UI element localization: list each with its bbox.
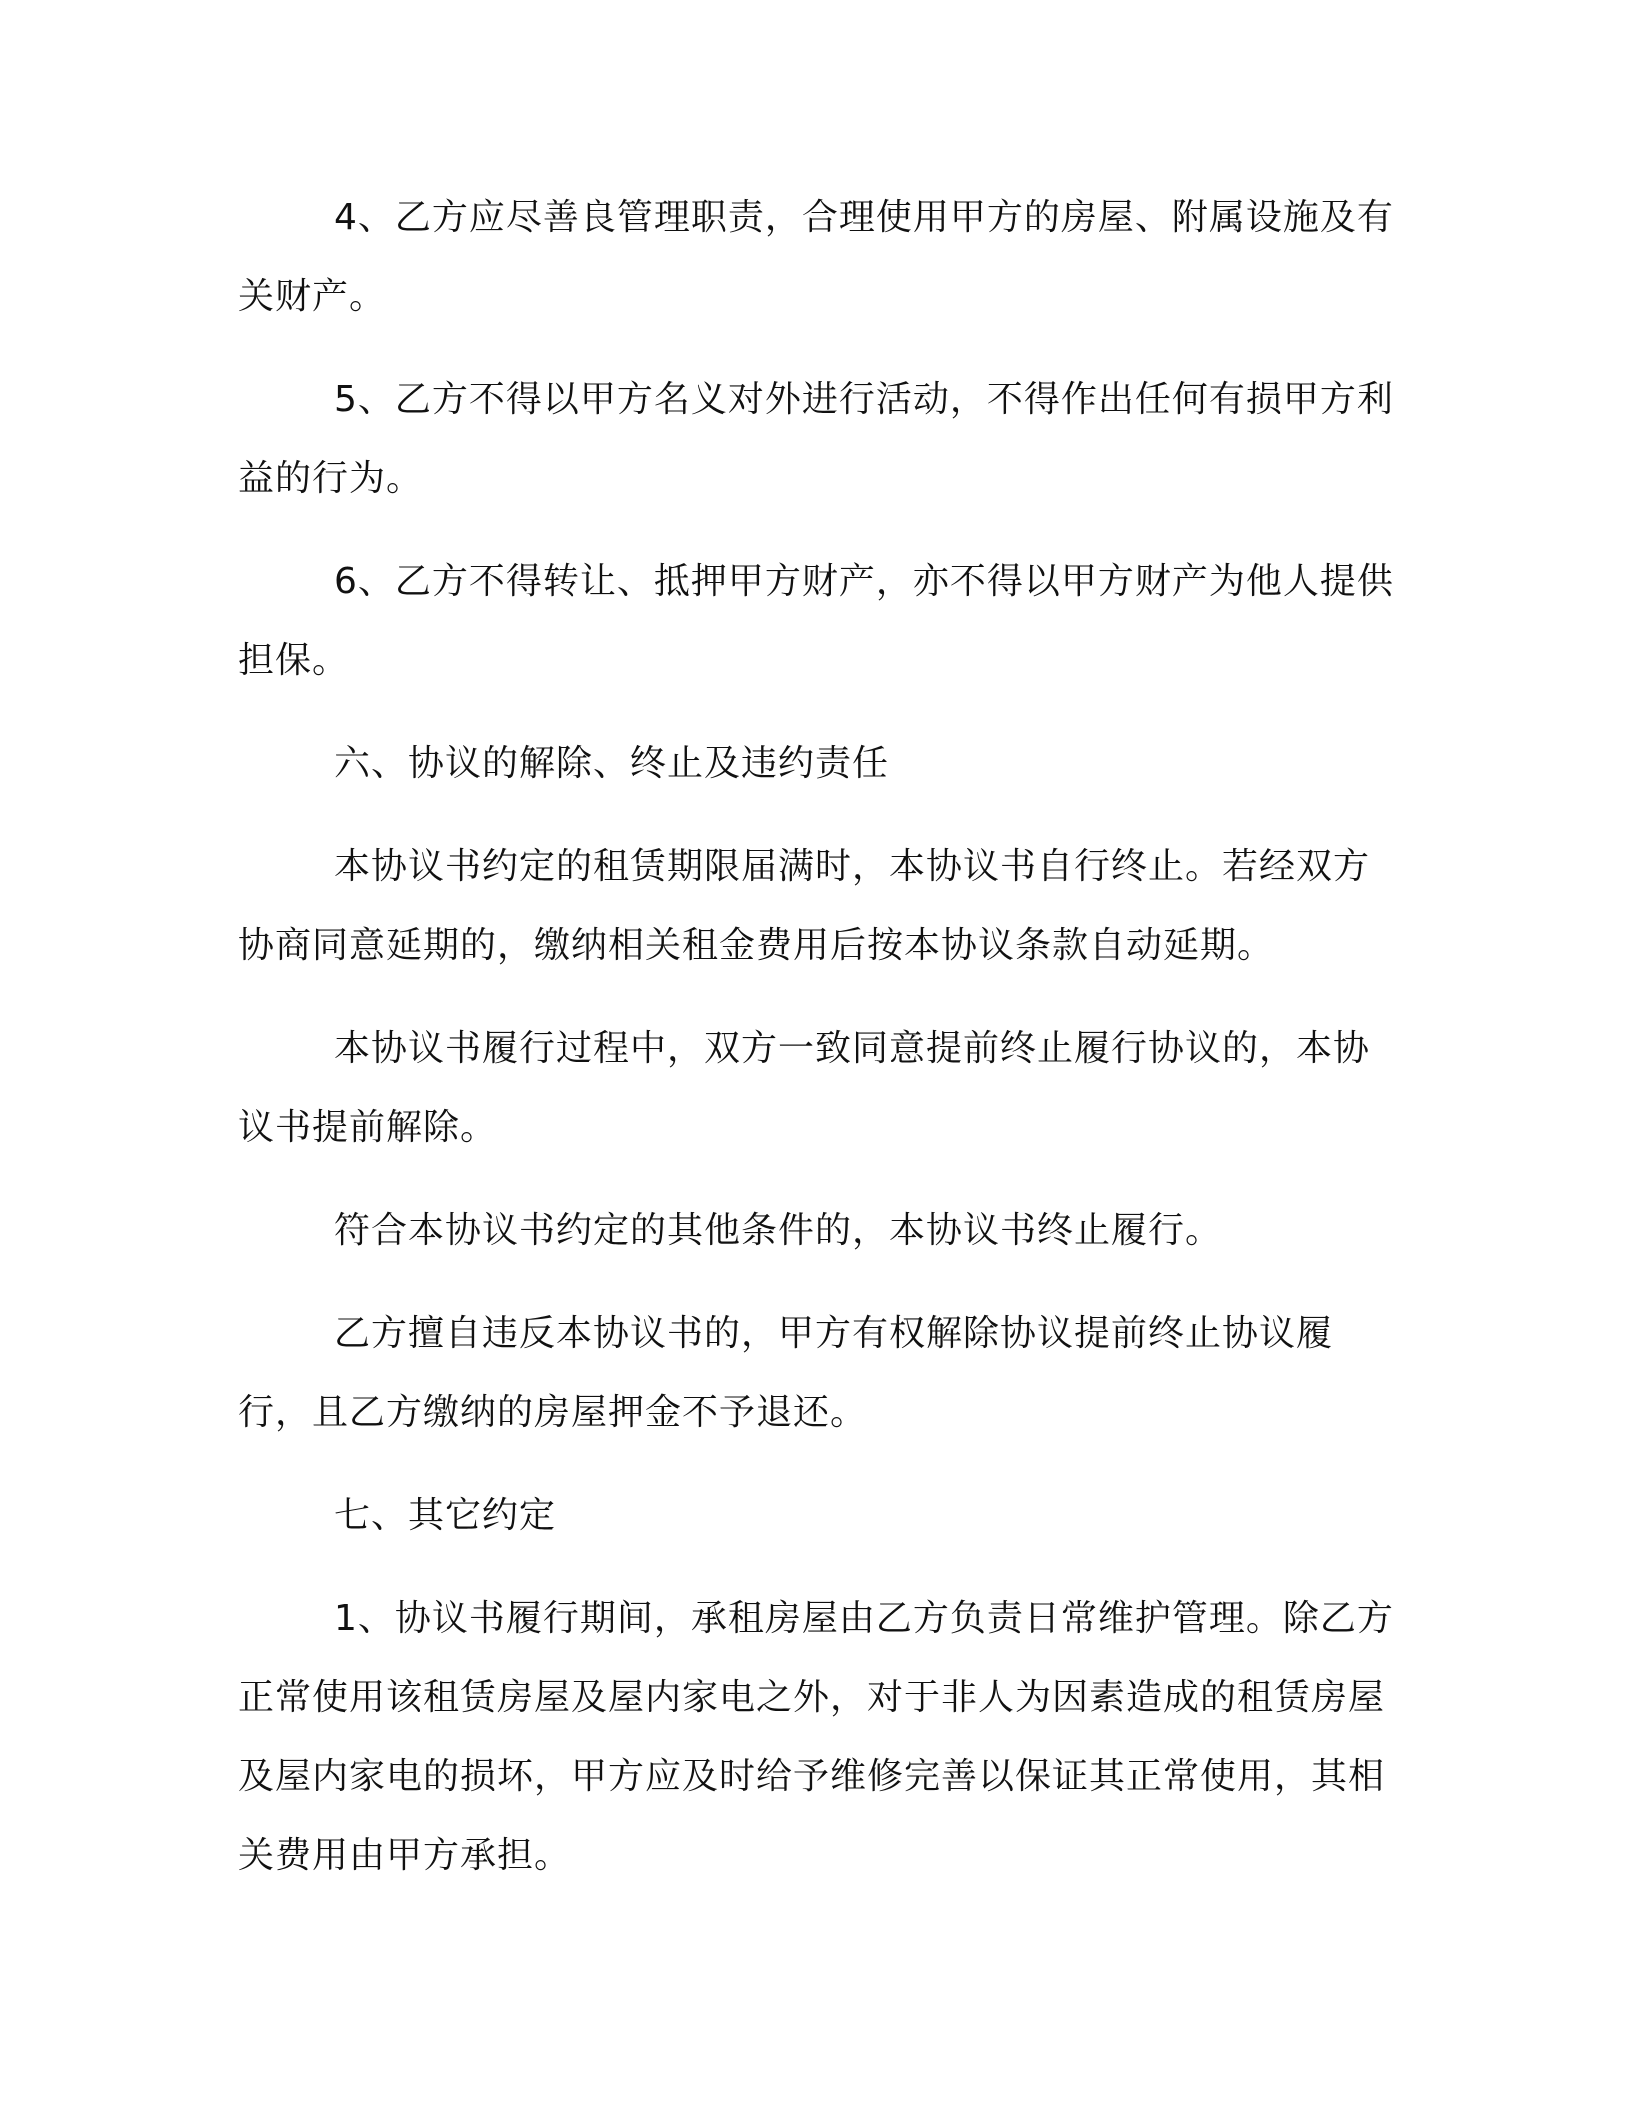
section-6-heading: 六、协议的解除、终止及违约责任 [334, 743, 890, 784]
document-body [238, 178, 1398, 1895]
section-7-heading: 七、其它约定 [334, 1495, 557, 1536]
maintenance-clause-paragraph: 1、协议书履行期间，承租房屋由乙方负责日常维护管理。除乙方正常使用该租赁房屋及屋内家电之外，对于非人为因素造成的租赁房屋及屋内家电的损坏，甲方应及时给予维修完善以保证其正常使用，其相关费用由甲方承担。 [238, 1598, 1394, 1876]
clause-4-paragraph: 4、乙方应尽善良管理职责，合理使用甲方的房屋、附属设施及有关财产。 [238, 197, 1394, 317]
breach-paragraph: 乙方擅自违反本协议书的，甲方有权解除协议提前终止协议履行，且乙方缴纳的房屋押金不予退还。 [238, 1313, 1334, 1433]
other-conditions-paragraph: 符合本协议书约定的其他条件的，本协议书终止履行。 [334, 1210, 1223, 1251]
clause-5-paragraph: 5、乙方不得以甲方名义对外进行活动，不得作出任何有损甲方利益的行为。 [238, 379, 1394, 499]
termination-expiry-paragraph: 本协议书约定的租赁期限届满时，本协议书自行终止。若经双方协商同意延期的，缴纳相关租金费用后按本协议条款自动延期。 [238, 846, 1371, 966]
clause-6-paragraph: 6、乙方不得转让、抵押甲方财产，亦不得以甲方财产为他人提供担保。 [238, 561, 1394, 681]
early-termination-paragraph: 本协议书履行过程中，双方一致同意提前终止履行协议的，本协议书提前解除。 [238, 1028, 1371, 1148]
